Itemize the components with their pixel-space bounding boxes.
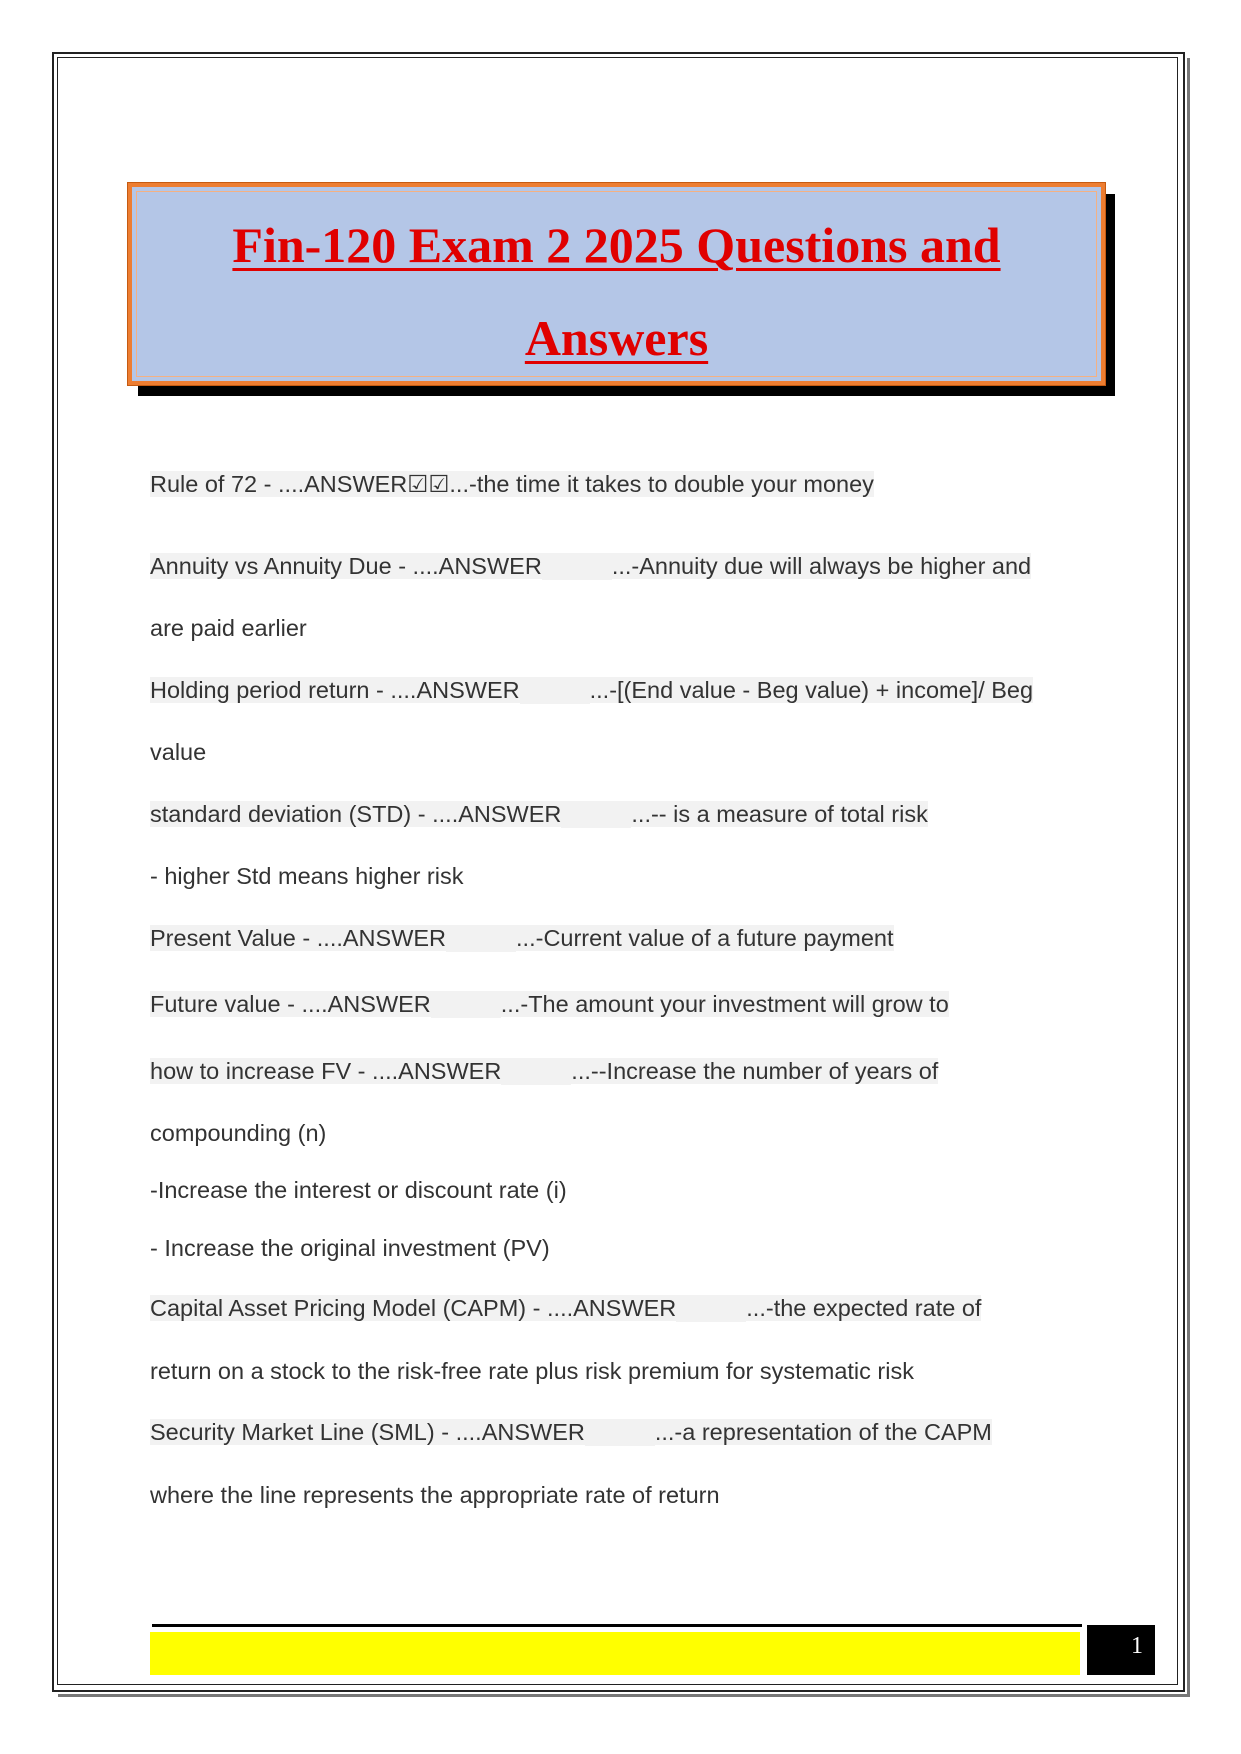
- page-number: 1: [1087, 1625, 1155, 1675]
- qa-line: [150, 925, 1080, 952]
- qa-line: [150, 1482, 1080, 1509]
- qa-line: [150, 615, 1080, 642]
- qa-gap: [501, 1058, 571, 1085]
- document-title-line-1: Fin-120 Exam 2 2025 Questions and: [232, 217, 1001, 273]
- qa-answer: ...-Annuity due will always be higher and: [611, 553, 1032, 579]
- qa-text: - Increase the original investment (PV): [150, 1235, 550, 1261]
- qa-line: [150, 470, 1080, 498]
- qa-line: [150, 739, 1080, 766]
- qa-line: [150, 677, 1080, 704]
- qa-line: [150, 1295, 1080, 1322]
- qa-answer: ...-- is a measure of total risk: [631, 801, 928, 827]
- qa-term: Annuity vs Annuity Due - ....ANSWER: [150, 553, 542, 579]
- qa-term: Present Value - ....ANSWER: [150, 925, 447, 951]
- qa-text: Rule of 72 - ....ANSWER☑☑...-the time it takes to double your money: [150, 471, 874, 497]
- qa-line: [150, 1419, 1080, 1446]
- qa-gap: [520, 677, 590, 704]
- qa-line: [150, 801, 1080, 828]
- qa-line: [150, 991, 1080, 1018]
- qa-line: [150, 1058, 1080, 1085]
- qa-gap: [431, 991, 501, 1018]
- qa-answer: ...-Current value of a future payment: [516, 925, 894, 951]
- qa-text: where the line represents the appropriate rate of return: [150, 1482, 720, 1508]
- qa-line: [150, 553, 1080, 580]
- qa-term: Holding period return - ....ANSWER: [150, 677, 520, 703]
- qa-gap: [585, 1419, 655, 1446]
- qa-line: [150, 1235, 1080, 1262]
- footer-highlight-bar: [150, 1632, 1080, 1675]
- qa-gap: [446, 925, 516, 952]
- qa-answer: ...-a representation of the CAPM: [654, 1419, 992, 1445]
- qa-text: - higher Std means higher risk: [150, 863, 464, 889]
- qa-text: -Increase the interest or discount rate (i): [150, 1177, 567, 1203]
- qa-gap: [542, 553, 612, 580]
- document-title-line-2: Answers: [524, 310, 709, 366]
- qa-term: standard deviation (STD) - ....ANSWER: [150, 801, 562, 827]
- qa-line: [150, 863, 1080, 890]
- qa-term: how to increase FV - ....ANSWER: [150, 1058, 502, 1084]
- qa-gap: [676, 1295, 746, 1322]
- document-title: [132, 199, 1101, 385]
- qa-term: Capital Asset Pricing Model (CAPM) - ....ANSWER: [150, 1295, 677, 1321]
- qa-answer: ...-The amount your investment will grow to: [500, 991, 949, 1017]
- qa-answer: ...-[(End value - Beg value) + income]/ Beg: [589, 677, 1034, 703]
- qa-line: [150, 1358, 1080, 1385]
- qa-gap: [561, 801, 631, 828]
- qa-text: value: [150, 739, 207, 765]
- footer-rule: [152, 1624, 1082, 1627]
- qa-text: return on a stock to the risk-free rate plus risk premium for systematic risk: [150, 1358, 914, 1384]
- qa-text: are paid earlier: [150, 615, 307, 641]
- qa-term: Security Market Line (SML) - ....ANSWER: [150, 1419, 585, 1445]
- qa-answer: ...--Increase the number of years of: [571, 1058, 939, 1084]
- qa-term: Future value - ....ANSWER: [150, 991, 431, 1017]
- qa-line: [150, 1177, 1080, 1204]
- qa-answer: ...-the expected rate of: [746, 1295, 982, 1321]
- qa-line: [150, 1120, 1080, 1147]
- title-banner: [128, 183, 1105, 385]
- qa-text: compounding (n): [150, 1120, 327, 1146]
